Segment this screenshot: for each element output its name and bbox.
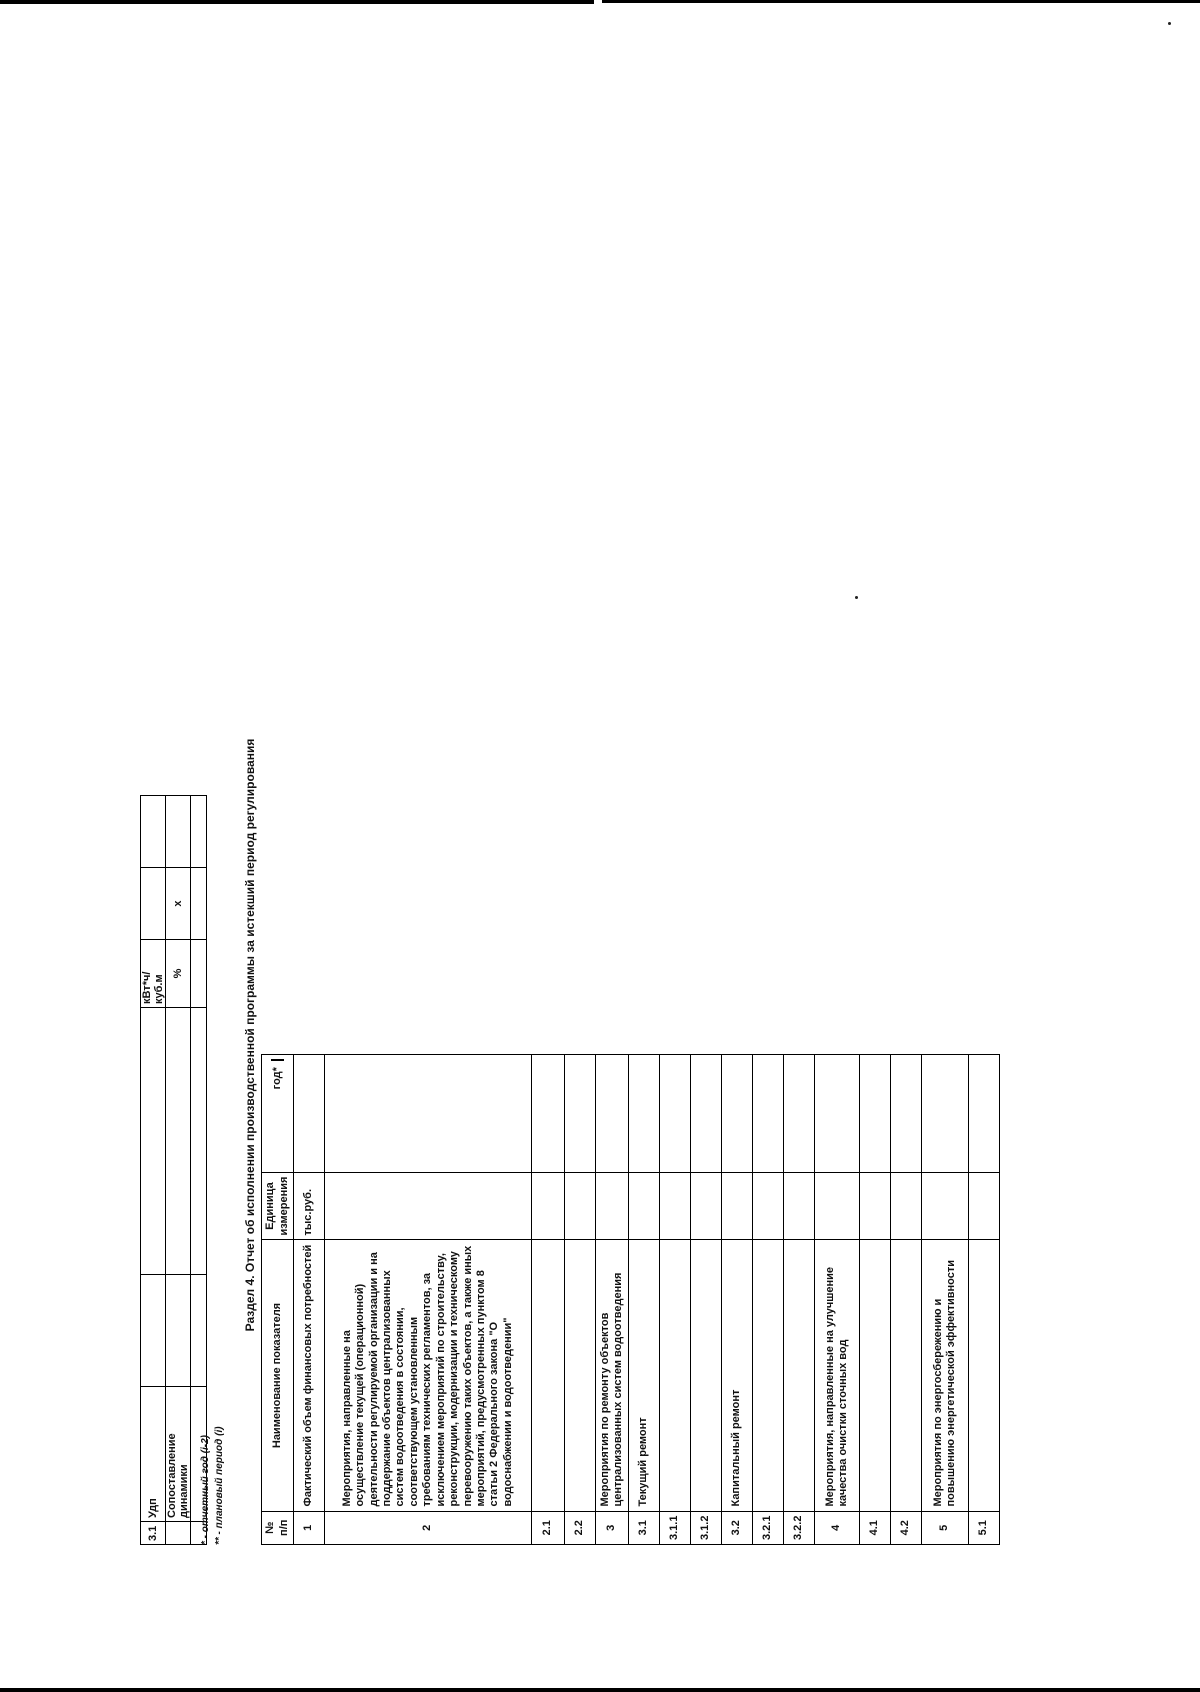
table-row bbox=[922, 516, 969, 1545]
row-name: Мероприятия по энергосбережению и повышению энергетической эффективности bbox=[922, 1240, 969, 1511]
scan-edge-top-left bbox=[0, 0, 594, 4]
scan-edge-bottom bbox=[0, 1688, 1200, 1692]
table-row bbox=[969, 516, 1000, 1545]
table-row bbox=[565, 516, 596, 1545]
row-name: Сопоставление динамики bbox=[166, 1387, 191, 1522]
row-mark bbox=[141, 868, 166, 940]
row-name: Мероприятия по ремонту объектов централизованных систем водоотведения bbox=[596, 1240, 629, 1511]
year-label: год* bbox=[271, 1059, 284, 1168]
scan-edge-top-right bbox=[602, 0, 1200, 3]
row-number: 2.2 bbox=[565, 1511, 596, 1544]
row-number: 2 bbox=[325, 1511, 532, 1544]
header-number: № п/п bbox=[262, 1511, 294, 1544]
row-unit: тыс.руб. bbox=[294, 1172, 325, 1240]
row-number: 5 bbox=[922, 1511, 969, 1544]
row-number: 3.1.1 bbox=[660, 1511, 691, 1544]
row-number: 3.1.2 bbox=[691, 1511, 722, 1544]
row-number: 3.1 bbox=[629, 1511, 660, 1544]
row-number: 3.2 bbox=[722, 1511, 753, 1544]
table-row bbox=[784, 516, 815, 1545]
row-name: Фактический объем финансовых потребностей bbox=[294, 1240, 325, 1511]
indicator-table bbox=[140, 795, 207, 1545]
section-title: Раздел 4. Отчет об исполнении производственной программы за истекший период регулирования bbox=[243, 738, 257, 1332]
row-number bbox=[166, 1522, 191, 1545]
table-header-row bbox=[262, 516, 294, 1545]
table-row bbox=[815, 516, 860, 1545]
table-row bbox=[294, 516, 325, 1545]
table-row bbox=[860, 516, 891, 1545]
row-number: 5.1 bbox=[969, 1511, 1000, 1544]
table-row bbox=[166, 796, 191, 1545]
row-name: Удп bbox=[141, 1387, 166, 1522]
footnote-reporting-year: * - отчетный год (i-2) bbox=[200, 1434, 211, 1545]
table-row bbox=[753, 516, 784, 1545]
scan-speck bbox=[1168, 22, 1171, 25]
row-unit: % bbox=[166, 940, 191, 1008]
row-number: 1 bbox=[294, 1511, 325, 1544]
row-number: 3.1 bbox=[141, 1522, 166, 1545]
rotated-document-sheet bbox=[140, 515, 1150, 1545]
header-unit: Единица измерения bbox=[262, 1172, 294, 1240]
row-number: 2.1 bbox=[532, 1511, 565, 1544]
table-row bbox=[596, 516, 629, 1545]
row-number: 4.1 bbox=[860, 1511, 891, 1544]
header-year bbox=[262, 1055, 294, 1173]
row-number: 3.2.2 bbox=[784, 1511, 815, 1544]
table-row bbox=[141, 796, 166, 1545]
row-name: Мероприятия, направленные на улучшение качества очистки сточных вод bbox=[815, 1240, 860, 1511]
production-program-table bbox=[261, 515, 1000, 1545]
footnote-planning-period: ** - плановый период (i) bbox=[214, 1426, 225, 1545]
header-name: Наименование показателя bbox=[262, 1240, 294, 1511]
table-row bbox=[660, 516, 691, 1545]
row-number: 4 bbox=[815, 1511, 860, 1544]
row-unit: кВт*ч/куб.м bbox=[141, 940, 166, 1008]
table-row bbox=[191, 796, 207, 1545]
table-row bbox=[691, 516, 722, 1545]
table-row bbox=[532, 516, 565, 1545]
row-name: Капитальный ремонт bbox=[722, 1240, 753, 1511]
table-row bbox=[722, 516, 753, 1545]
table-row bbox=[629, 516, 660, 1545]
row-name: Текущий ремонт bbox=[629, 1240, 660, 1511]
row-number: 3.2.1 bbox=[753, 1511, 784, 1544]
table-row bbox=[325, 516, 532, 1545]
row-name: Мероприятия, направленные на осуществление текущей (операционной) деятельности регулируемой организации и на поддержание объектов централизованных систем водоотведения в состоянии, соответствующем установленным требованиям технических регламентов, за исключением мероприятий по строительству, реконструкции, модернизации и техническому перевооружению таких объектов, а также иных мероприятий, предусмотренных пунктом 8 статьи 2 Федерального закона "О водоснабжении и водоотведении" bbox=[325, 1240, 532, 1511]
table-row bbox=[891, 516, 922, 1545]
row-number: 3 bbox=[596, 1511, 629, 1544]
row-mark: x bbox=[166, 868, 191, 940]
row-number: 4.2 bbox=[891, 1511, 922, 1544]
